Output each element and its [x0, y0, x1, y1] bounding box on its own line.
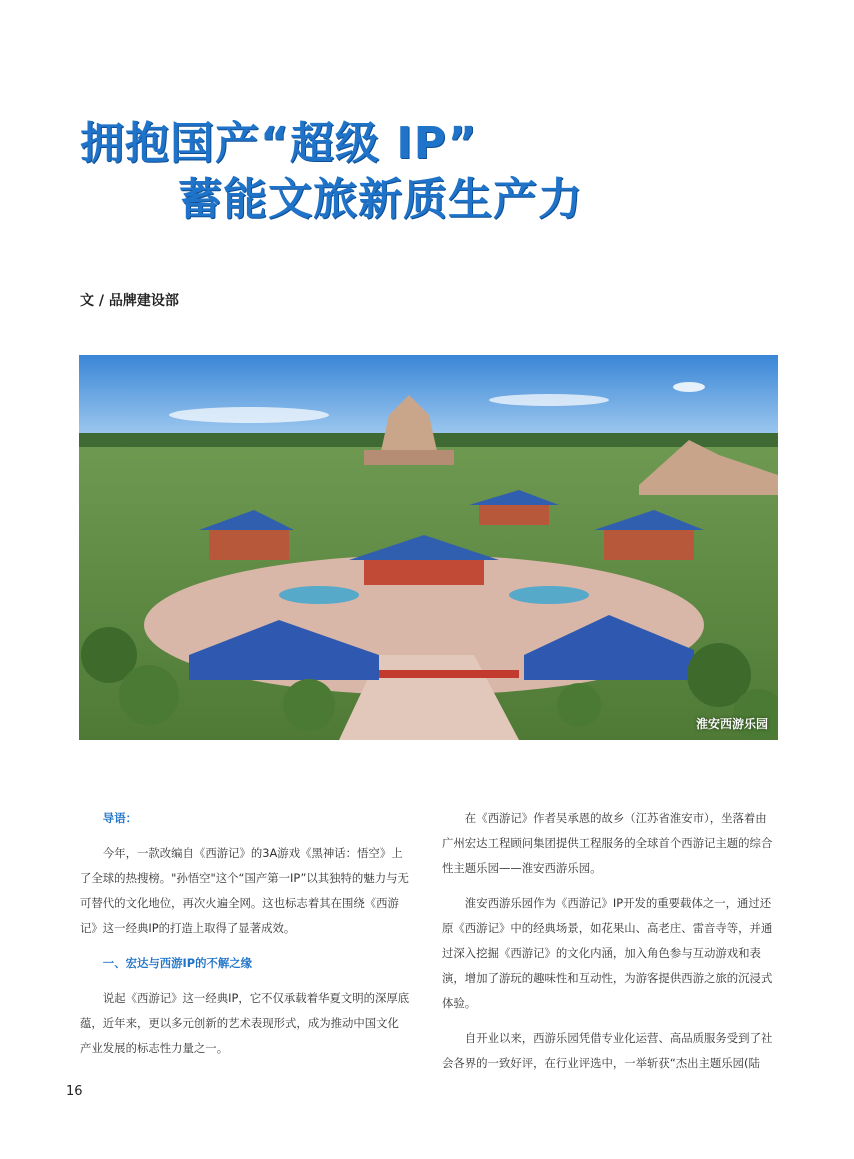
- right-column: [442, 806, 776, 1076]
- paragraph: 在《西游记》作者吴承恩的故乡（江苏省淮安市），坐落着由广州宏达工程顾问集团提供工程服务的全球首个西游记主题的综合性主题乐园——淮安西游乐园。: [442, 811, 773, 875]
- theme-park-photo: [79, 355, 778, 740]
- paragraph: 今年，一款改编自《西游记》的3A游戏《黑神话：悟空》上了全球的热搜榜。"孙悟空"这个“国产第一IP”以其独特的魅力与无可替代的文化地位，再次火遍全网。这也标志着其在围绕《西游记》这一经典IP的打造上取得了显著成效。: [80, 846, 409, 935]
- byline: 文 / 品牌建设部: [80, 293, 179, 309]
- paragraph: 说起《西游记》这一经典IP，它不仅承载着华夏文明的深厚底蕴，近年来，更以多元创新的艺术表现形式，成为推动中国文化产业发展的标志性力量之一。: [80, 991, 410, 1055]
- article-title-line-1: 拥抱国产“超级 IP”: [80, 118, 478, 169]
- article-title-line-2: 蓄能文旅新质生产力: [178, 174, 583, 225]
- paragraph: 淮安西游乐园作为《西游记》IP开发的重要载体之一，通过还原《西游记》中的经典场景，如花果山、高老庄、雷音寺等，并通过深入挖掘《西游记》的文化内涵，加入角色参与互动游戏和表演，增加了游玩的趣味性和互动性，为游客提供西游之旅的沉浸式体验。: [442, 896, 773, 1010]
- aerial-park-illustration: [79, 355, 778, 740]
- lead-label: 导语：: [102, 811, 137, 825]
- page-number: 16: [66, 1084, 83, 1099]
- paragraph: 自开业以来，西游乐园凭借专业化运营、高品质服务受到了社会各界的一致好评，在行业评选中，一举斩获“杰出主题乐园(陆: [442, 1031, 773, 1070]
- section-heading: 一、宏达与西游IP的不解之缘: [102, 956, 253, 970]
- left-column: [80, 806, 410, 1061]
- photo-caption: 淮安西游乐园: [695, 717, 768, 731]
